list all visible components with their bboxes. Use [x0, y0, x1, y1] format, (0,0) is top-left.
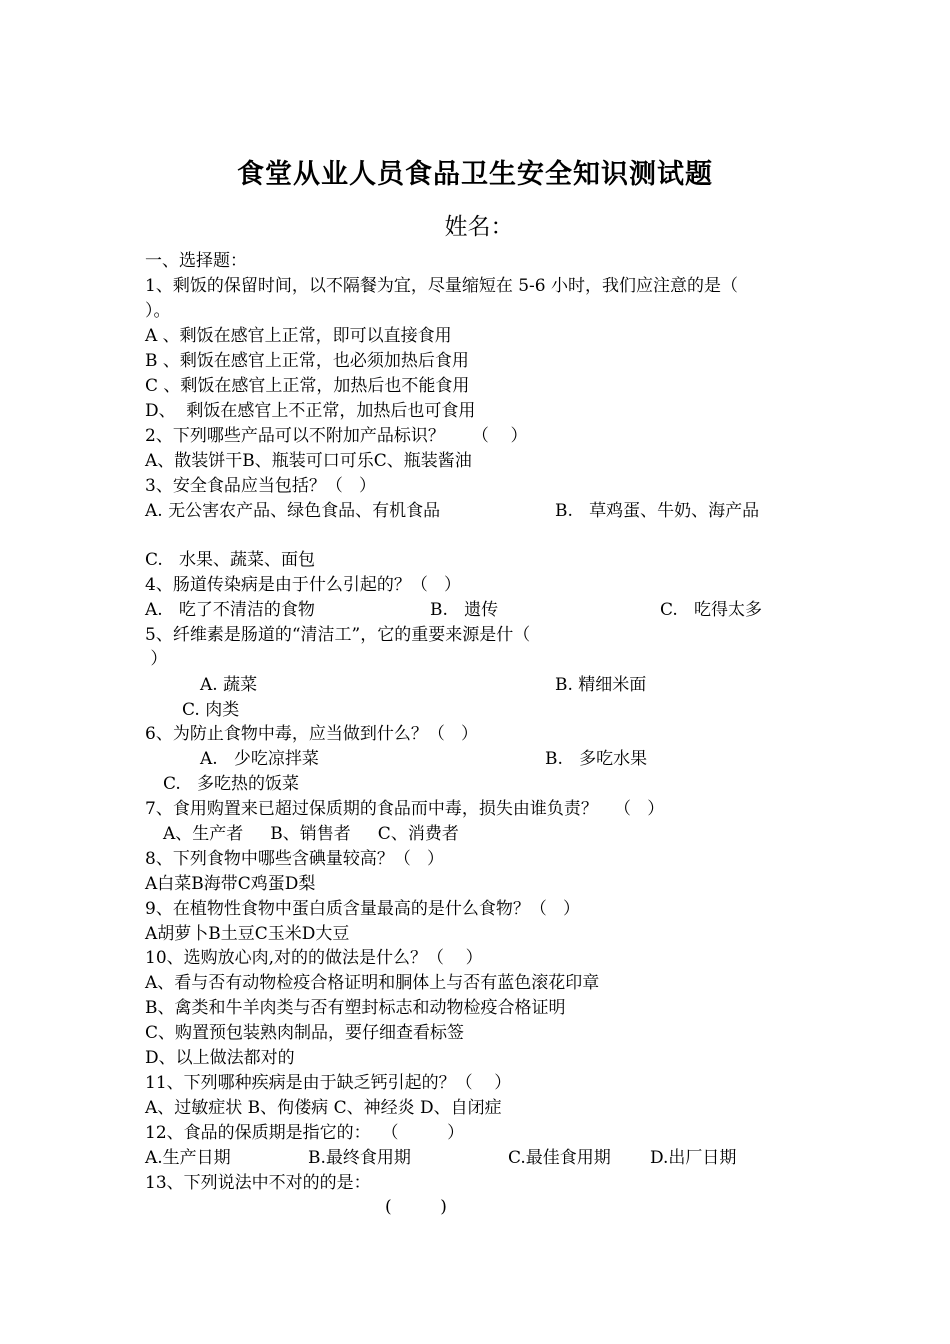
question-13-bracket: ( ): [385, 1197, 447, 1217]
option-3a: A. 无公害农产品、绿色食品、有机食品: [145, 501, 441, 521]
options-11: A、过敏症状 B、佝偻病 C、神经炎 D、自闭症: [145, 1098, 502, 1118]
option-10c: C、购置预包装熟肉制品，要仔细查看标签: [145, 1023, 465, 1043]
section-heading: 一、选择题：: [145, 251, 247, 271]
options-7: A、生产者 B、销售者 C、消费者: [163, 824, 459, 844]
option-1b: B 、剩饭在感官上正常，也必须加热后食用: [145, 351, 469, 371]
document-title: 食堂从业人员食品卫生安全知识测试题: [237, 159, 713, 190]
question-1-bracket: ）。: [145, 301, 171, 321]
option-12d: D.出厂日期: [650, 1148, 737, 1168]
option-1c: C 、剩饭在感官上正常，加热后也不能食用: [145, 376, 470, 396]
option-5c: C. 肉类: [182, 700, 240, 720]
option-12c: C.最佳食用期: [508, 1148, 611, 1168]
option-4c: C. 吃得太多: [660, 600, 763, 620]
question-11: 11、下列哪种疾病是由于缺乏钙引起的？（ ）: [145, 1073, 512, 1093]
question-3: 3、安全食品应当包括？（ ）: [145, 476, 377, 496]
option-12a: A.生产日期: [145, 1148, 231, 1168]
options-8: A白菜B海带C鸡蛋D梨: [145, 874, 316, 894]
question-4: 4、肠道传染病是由于什么引起的？（ ）: [145, 575, 462, 595]
option-4a: A. 吃了不清洁的食物: [145, 600, 315, 620]
question-5: 5、纤维素是肠道的“清洁工”，它的重要来源是什（: [145, 625, 531, 645]
question-9: 9、在植物性食物中蛋白质含量最高的是什么食物？（ ）: [145, 899, 581, 919]
question-8: 8、下列食物中哪些含碘量较高？（ ）: [145, 849, 445, 869]
option-5b: B. 精细米面: [555, 675, 647, 695]
question-13: 13、下列说法中不对的的是：: [145, 1173, 371, 1193]
name-label: 姓名：: [444, 214, 514, 240]
option-3b: B. 草鸡蛋、牛奶、海产品: [555, 501, 760, 521]
option-10d: D、以上做法都对的: [145, 1048, 295, 1068]
option-1a: A 、剩饭在感官上正常，即可以直接食用: [145, 326, 452, 346]
option-6a: A. 少吃凉拌菜: [200, 749, 319, 769]
option-6c: C. 多吃热的饭菜: [163, 774, 300, 794]
options-9: A胡萝卜B土豆C玉米D大豆: [145, 924, 350, 944]
question-5-bracket: ）: [145, 649, 168, 669]
question-2: 2、下列哪些产品可以不附加产品标识？ （ ）: [145, 426, 528, 446]
question-12: 12、食品的保质期是指它的： （ ）: [145, 1123, 465, 1143]
option-3c: C. 水果、蔬菜、面包: [145, 550, 316, 570]
option-4b: B. 遗传: [430, 600, 499, 620]
option-5a: A. 蔬菜: [200, 675, 258, 695]
option-1d: D、 剩饭在感官上不正常，加热后也可食用: [145, 401, 476, 421]
option-6b: B. 多吃水果: [545, 749, 648, 769]
question-6: 6、为防止食物中毒，应当做到什么？（ ）: [145, 724, 479, 744]
question-1: 1、剩饭的保留时间，以不隔餐为宜，尽量缩短在 5-6 小时，我们应注意的是（: [145, 276, 738, 296]
question-7: 7、食用购置来已超过保质期的食品而中毒，损失由谁负责？ （ ）: [145, 799, 665, 819]
options-2: A、散装饼干B、瓶装可口可乐C、瓶装酱油: [145, 451, 472, 471]
option-10b: B、禽类和牛羊肉类与否有塑封标志和动物检疫合格证明: [145, 998, 566, 1018]
option-12b: B.最终食用期: [308, 1148, 411, 1168]
option-10a: A、看与否有动物检疫合格证明和胴体上与否有蓝色滚花印章: [145, 973, 600, 993]
question-10: 10、选购放心肉,对的的做法是什么？（ ）: [145, 948, 483, 968]
